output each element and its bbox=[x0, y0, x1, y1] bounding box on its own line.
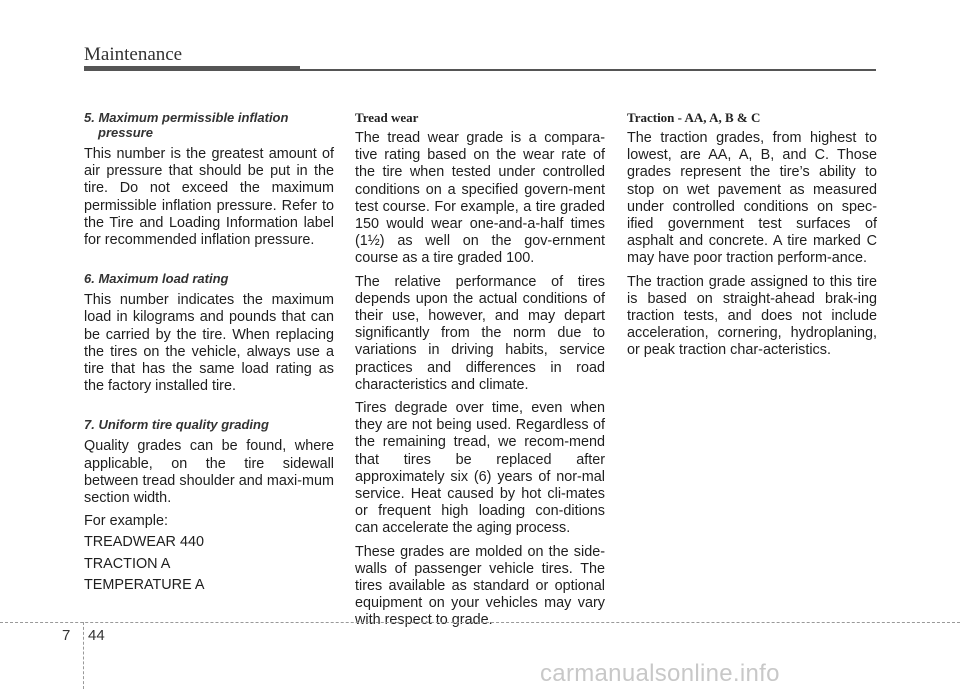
subheading-max-inflation-line1: 5. Maximum permissible inflation bbox=[84, 110, 289, 125]
subheading-max-inflation bbox=[84, 110, 334, 140]
subheading-max-inflation-line2: pressure bbox=[98, 125, 153, 140]
paragraph-tread-wear-1: The tread wear grade is a compara-tive rating based on the wear rate of the tire when tested under controlled conditions on a specified govern-ment test course. For example, a tire graded 150 would wear one-and-a-half times (1½) as well on the gov-ernment course as a tire graded 100. bbox=[355, 130, 605, 267]
paragraph-quality-grading: Quality grades can be found, where applicable, on the tire sidewall between tread shoulder and maxi-mum section width. bbox=[84, 438, 334, 507]
section-title: Maintenance bbox=[84, 44, 183, 65]
header-rule-thin bbox=[300, 69, 876, 71]
watermark: carmanualsonline.info bbox=[540, 660, 780, 687]
footer-vertical-divider bbox=[83, 622, 84, 689]
heading-tread-wear: Tread wear bbox=[355, 110, 419, 125]
subheading-quality-grading: 7. Uniform tire quality grading bbox=[84, 417, 269, 433]
header-rule-thick bbox=[84, 66, 300, 71]
footer-divider bbox=[0, 622, 960, 623]
paragraph-traction-2: The traction grade assigned to this tire is based on straight-ahead brak-ing traction tests, and does not include acceleration, cornering, hydroplaning, or peak traction char-acteristics. bbox=[627, 273, 877, 359]
example-traction: TRACTION A bbox=[84, 555, 171, 572]
paragraph-tread-wear-4: These grades are molded on the side-walls of passenger vehicle tires. The tires available as standard or optional equipment on your vehicles may vary with respect to grade. bbox=[355, 543, 605, 629]
paragraph-tread-wear-2: The relative performance of tires depends upon the actual conditions of their use, however, and may depart significantly from the norm due to variations in driving habits, service practices and differences in road characteristics and climate. bbox=[355, 273, 605, 393]
example-temperature: TEMPERATURE A bbox=[84, 576, 205, 593]
subheading-max-load: 6. Maximum load rating bbox=[84, 271, 229, 287]
column-right bbox=[627, 110, 877, 366]
paragraph-max-inflation: This number is the greatest amount of air pressure that should be put in the tire. Do not exceed the maximum permissible inflation pressure. Refer to the Tire and Loading Information label for recommended inflation pressure. bbox=[84, 146, 334, 249]
paragraph-max-load: This number indicates the maximum load in kilograms and pounds that can be carried by the tire. When replacing the tires on the vehicle, always use a tire that has the same load rating as the factory installed tire. bbox=[84, 292, 334, 395]
column-middle bbox=[355, 110, 605, 636]
example-label: For example: bbox=[84, 513, 168, 530]
chapter-number: 7 bbox=[62, 627, 71, 644]
heading-traction: Traction - AA, A, B & C bbox=[627, 110, 761, 125]
paragraph-traction-1: The traction grades, from highest to lowest, are AA, A, B, and C. Those grades represent the tire’s ability to stop on wet pavement as measured under controlled conditions on spec-ified government test surfaces of asphalt and concrete. A tire marked C may have poor traction perform-ance. bbox=[627, 130, 877, 267]
page-number: 44 bbox=[88, 627, 105, 644]
column-left bbox=[84, 110, 334, 598]
example-treadwear: TREADWEAR 440 bbox=[84, 534, 204, 551]
paragraph-tread-wear-3: Tires degrade over time, even when they are not being used. Regardless of the remaining tread, we recom-mend that tires be replaced after approximately six (6) years of nor-mal service. Heat caused by hot cli-mates or frequent high loading con-ditions can accelerate the aging process. bbox=[355, 400, 605, 537]
